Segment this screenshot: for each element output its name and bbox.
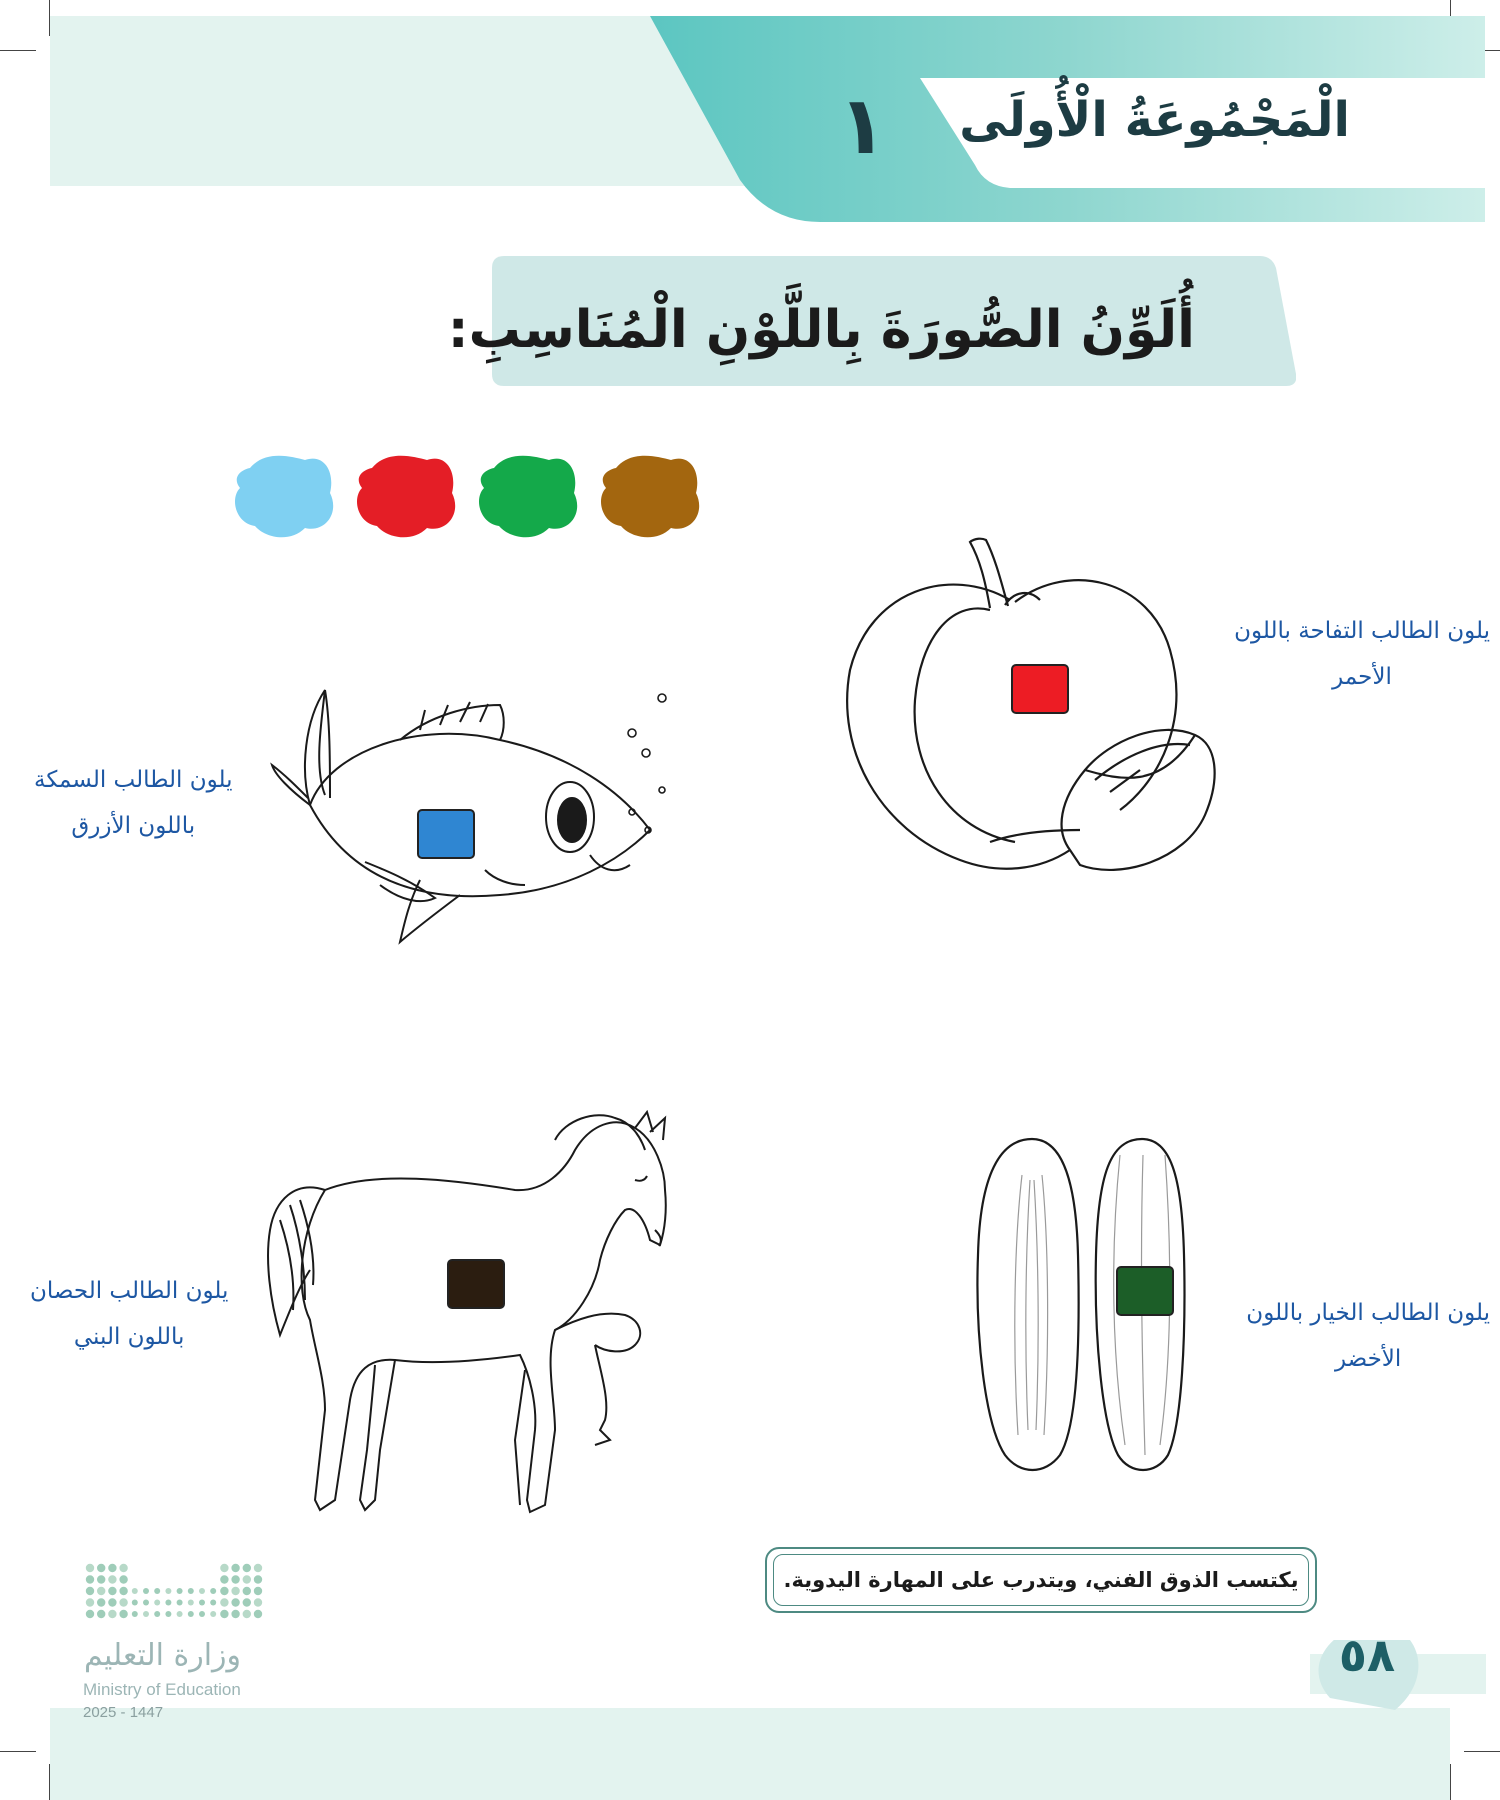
- logo-dot: [108, 1575, 116, 1583]
- logo-dot: [143, 1611, 149, 1617]
- logo-dot: [254, 1575, 262, 1583]
- logo-dot: [154, 1588, 160, 1594]
- logo-dot: [231, 1610, 239, 1618]
- logo-dot: [177, 1600, 183, 1606]
- group-number: ١: [838, 79, 887, 172]
- logo-dot: [231, 1575, 239, 1583]
- logo-dot: [97, 1564, 105, 1572]
- cucumber-label-line1: يلون الطالب الخيار باللون: [1246, 1300, 1490, 1326]
- logo-dot: [154, 1611, 160, 1617]
- logo-dot: [86, 1598, 94, 1606]
- logo-dot: [243, 1575, 251, 1583]
- logo-dot: [254, 1587, 262, 1595]
- logo-dot: [86, 1610, 94, 1618]
- cucumber-label: [1246, 1290, 1490, 1382]
- logo-dot: [220, 1564, 228, 1572]
- apple-label-line2: الأحمر: [1332, 664, 1392, 690]
- logo-dot: [210, 1588, 216, 1594]
- logo-dot: [243, 1587, 251, 1595]
- logo-dot: [108, 1598, 116, 1606]
- logo-dot: [220, 1610, 228, 1618]
- logo-dot: [86, 1564, 94, 1572]
- logo-dot: [177, 1611, 183, 1617]
- learning-objective-text: يكتسب الذوق الفني، ويتدرب على المهارة اليدوية.: [773, 1554, 1309, 1606]
- logo-dot: [243, 1598, 251, 1606]
- logo-dot: [108, 1610, 116, 1618]
- logo-dot: [165, 1588, 171, 1594]
- logo-dot: [86, 1575, 94, 1583]
- horse-label: [30, 1268, 228, 1360]
- page-number: ٥٨: [1338, 1628, 1396, 1682]
- cucumber-illustration: [960, 1135, 1220, 1485]
- logo-dot: [119, 1598, 127, 1606]
- logo-dot: [199, 1611, 205, 1617]
- logo-dot: [119, 1610, 127, 1618]
- logo-dot: [86, 1587, 94, 1595]
- logo-dot: [231, 1587, 239, 1595]
- logo-dot: [108, 1564, 116, 1572]
- logo-dot: [119, 1587, 127, 1595]
- horse-color-swatch: [448, 1260, 504, 1308]
- learning-objective-box: [765, 1547, 1317, 1613]
- logo-dot: [132, 1600, 138, 1606]
- cucumber-color-swatch: [1117, 1267, 1173, 1315]
- apple-label-line1: يلون الطالب التفاحة باللون: [1234, 618, 1490, 644]
- logo-dot: [119, 1564, 127, 1572]
- logo-dot: [210, 1600, 216, 1606]
- instruction-text: أُلَوِّنُ الصُّورَةَ بِاللَّوْنِ الْمُنَاسِبِ:: [447, 300, 1195, 360]
- green-color-blob: [479, 456, 577, 538]
- fish-label: [34, 757, 233, 849]
- horse-illustration: [255, 1110, 745, 1540]
- logo-dot: [97, 1587, 105, 1595]
- logo-dot: [231, 1564, 239, 1572]
- logo-dot: [243, 1564, 251, 1572]
- apple-color-swatch: [1012, 665, 1068, 713]
- group-title: الْمَجْمُوعَةُ الْأُولَى: [959, 92, 1350, 148]
- academic-year: 2025 - 1447: [83, 1704, 164, 1721]
- ministry-name-arabic: وزارة التعليم: [84, 1638, 242, 1673]
- cucumber-label-line2: الأخضر: [1334, 1346, 1402, 1372]
- logo-dot: [199, 1588, 205, 1594]
- logo-dot: [220, 1587, 228, 1595]
- logo-dot: [177, 1588, 183, 1594]
- logo-dot: [119, 1575, 127, 1583]
- logo-dot: [243, 1610, 251, 1618]
- logo-dot: [254, 1598, 262, 1606]
- logo-dot: [97, 1610, 105, 1618]
- logo-dot: [188, 1611, 194, 1617]
- brown-color-blob: [601, 456, 699, 538]
- ministry-name-english: Ministry of Education: [83, 1680, 241, 1699]
- fish-illustration: [270, 680, 670, 950]
- logo-dot: [199, 1600, 205, 1606]
- logo-dot: [165, 1611, 171, 1617]
- light-blue-color-blob: [235, 456, 333, 538]
- horse-label-line1: يلون الطالب الحصان: [30, 1278, 229, 1304]
- fish-label-line1: يلون الطالب السمكة: [34, 767, 233, 793]
- red-color-blob: [357, 456, 455, 538]
- logo-dot: [132, 1611, 138, 1617]
- fish-label-line2: باللون الأزرق: [71, 813, 196, 839]
- logo-dot: [108, 1587, 116, 1595]
- fish-color-swatch: [418, 810, 474, 858]
- logo-dot: [143, 1600, 149, 1606]
- logo-dot: [97, 1598, 105, 1606]
- logo-dot: [231, 1598, 239, 1606]
- logo-dot: [97, 1575, 105, 1583]
- logo-dot: [188, 1600, 194, 1606]
- apple-illustration: [840, 530, 1220, 890]
- logo-dot: [210, 1611, 216, 1617]
- logo-dot: [220, 1575, 228, 1583]
- logo-dot: [132, 1588, 138, 1594]
- logo-dot: [254, 1564, 262, 1572]
- logo-dot: [220, 1598, 228, 1606]
- logo-dot: [165, 1600, 171, 1606]
- logo-dot: [143, 1588, 149, 1594]
- horse-label-line2: باللون البني: [73, 1324, 185, 1350]
- apple-label: [1234, 608, 1490, 700]
- logo-dot: [188, 1588, 194, 1594]
- ministry-logo-dots: [84, 1562, 270, 1628]
- logo-dot: [254, 1610, 262, 1618]
- color-palette: [220, 440, 720, 550]
- logo-dot: [154, 1600, 160, 1606]
